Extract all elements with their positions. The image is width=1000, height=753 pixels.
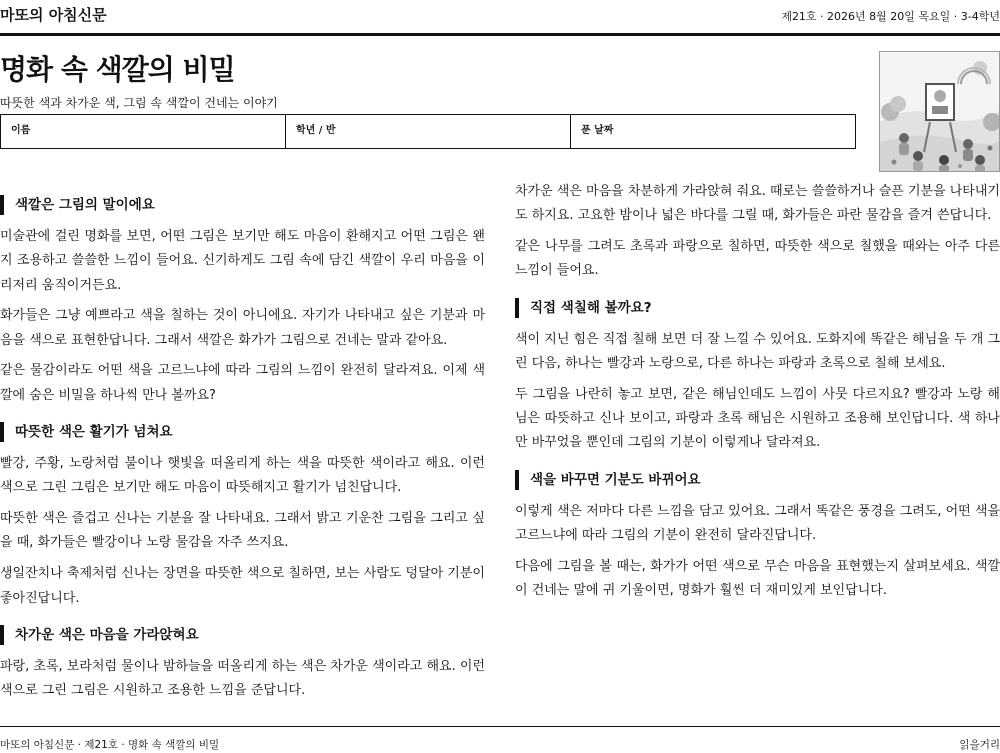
paragraph: 두 그림을 나란히 놓고 보면, 같은 해님인데도 느낌이 사뭇 다르지요? 빨강과 노랑 해님은 따뜻하고 신나 보이고, 파랑과 초록 해님은 시원하고 조용해 보인답니다. 색 하나만 바꾸었을 뿐인데 그림의 기분이 이렇게나 달라져요. xyxy=(515,386,1000,451)
section-heading: 색을 바꾸면 기분도 바뀌어요 xyxy=(515,470,1000,490)
student-info-box xyxy=(0,114,856,149)
paragraph: 차가운 색은 마음을 차분하게 가라앉혀 줘요. 때로는 쓸쓸하거나 슬픈 기분을 나타내기도 하지요. 고요한 밤이나 넓은 바다를 그릴 때, 화가들은 파란 물감을 즐겨 쓴답니다. xyxy=(515,184,1000,224)
paragraph: 색이 지닌 힘은 직접 칠해 보면 더 잘 느낄 수 있어요. 도화지에 똑같은 해님을 두 개 그린 다음, 하나는 빨강과 노랑으로, 다른 하나는 파랑과 초록으로 칠해 보세요. xyxy=(515,331,1000,371)
name-field[interactable]: 이름 xyxy=(1,115,286,148)
paragraph: 같은 물감이라도 어떤 색을 고르느냐에 따라 그림의 느낌이 완전히 달라져요. 이제 색깔에 숨은 비밀을 하나씩 만나 볼까요? xyxy=(0,363,485,403)
paragraph: 이렇게 색은 저마다 다른 느낌을 담고 있어요. 그래서 똑같은 풍경을 그려도, 어떤 색을 고르느냐에 따라 그림의 기분이 완전히 달라진답니다. xyxy=(515,503,1000,543)
section-heading: 따뜻한 색은 활기가 넘쳐요 xyxy=(0,422,485,442)
article-subtitle: 따뜻한 색과 차가운 색, 그림 속 색깔이 건네는 이야기 xyxy=(0,96,278,110)
paragraph: 파랑, 초록, 보라처럼 물이나 밤하늘을 떠올리게 하는 색은 차가운 색이라고 해요. 이런 색으로 그린 그림은 시원하고 조용한 느낌을 준답니다. xyxy=(0,658,485,699)
page-footer xyxy=(0,726,1000,753)
paragraph: 따뜻한 색은 즐겁고 신나는 기분을 잘 나타내요. 그래서 밝고 기운찬 그림을 그리고 싶을 때, 화가들은 빨강이나 노랑 물감을 자주 쓰지요. xyxy=(0,511,485,551)
footer-right: 읽을거리 xyxy=(959,739,1000,751)
solved-date-field[interactable]: 푼 날짜 xyxy=(581,125,614,136)
paragraph: 빨강, 주황, 노랑처럼 불이나 햇빛을 떠올리게 하는 색을 따뜻한 색이라고 해요. 이런 색으로 그린 그림은 보기만 해도 마음이 따뜻해지고 활기가 넘친답니다. xyxy=(0,456,485,496)
issue-info: 제21호 · 2026년 8월 20일 목요일 · 3-4학년 xyxy=(781,10,1000,23)
paragraph: 화가들은 그냥 예쁘라고 색을 칠하는 것이 아니에요. 자기가 나타내고 싶은 기분과 마음을 색으로 표현한답니다. 그래서 색깔은 화가가 그림으로 건네는 말과 같아요. xyxy=(0,308,485,348)
paragraph: 미술관에 걸린 명화를 보면, 어떤 그림은 보기만 해도 마음이 환해지고 어떤 그림은 왠지 조용하고 쓸쓸한 느낌이 들어요. 신기하게도 그림 속에 담긴 색깔이 우리 마음을 이리저리 움직이거든요. xyxy=(0,229,485,293)
grade-class-field[interactable]: 학년 / 반 xyxy=(286,115,571,148)
article-title: 명화 속 색깔의 비밀 xyxy=(0,53,235,86)
right-column xyxy=(515,180,1000,610)
left-column xyxy=(0,182,485,710)
masthead xyxy=(0,0,1000,36)
paragraph: 같은 나무를 그려도 초록과 파랑으로 칠하면, 따뜻한 색으로 칠했을 때와는 아주 다른 느낌이 들어요. xyxy=(515,239,1000,279)
illustration-kids-painting xyxy=(879,51,1000,172)
newspaper-brand: 마또의 아침신문 xyxy=(0,6,107,24)
illustration-art xyxy=(880,52,1000,172)
paragraph: 다음에 그림을 볼 때는, 화가가 어떤 색으로 무슨 마음을 표현했는지 살펴보세요. 색깔이 건네는 말에 귀 기울이면, 명화가 훨씬 더 재미있게 보인답니다. xyxy=(515,558,1000,599)
section-heading: 차가운 색은 마음을 가라앉혀요 xyxy=(0,625,485,645)
section-heading: 직접 색칠해 볼까요? xyxy=(515,298,1000,318)
paragraph: 생일잔치나 축제처럼 신나는 장면을 따뜻한 색으로 칠하면, 보는 사람도 덩달아 기분이 좋아진답니다. xyxy=(0,566,485,606)
footer-left: 마또의 아침신문 · 제21호 · 명화 속 색깔의 비밀 xyxy=(0,739,220,751)
section-heading: 색깔은 그림의 말이에요 xyxy=(0,195,485,215)
